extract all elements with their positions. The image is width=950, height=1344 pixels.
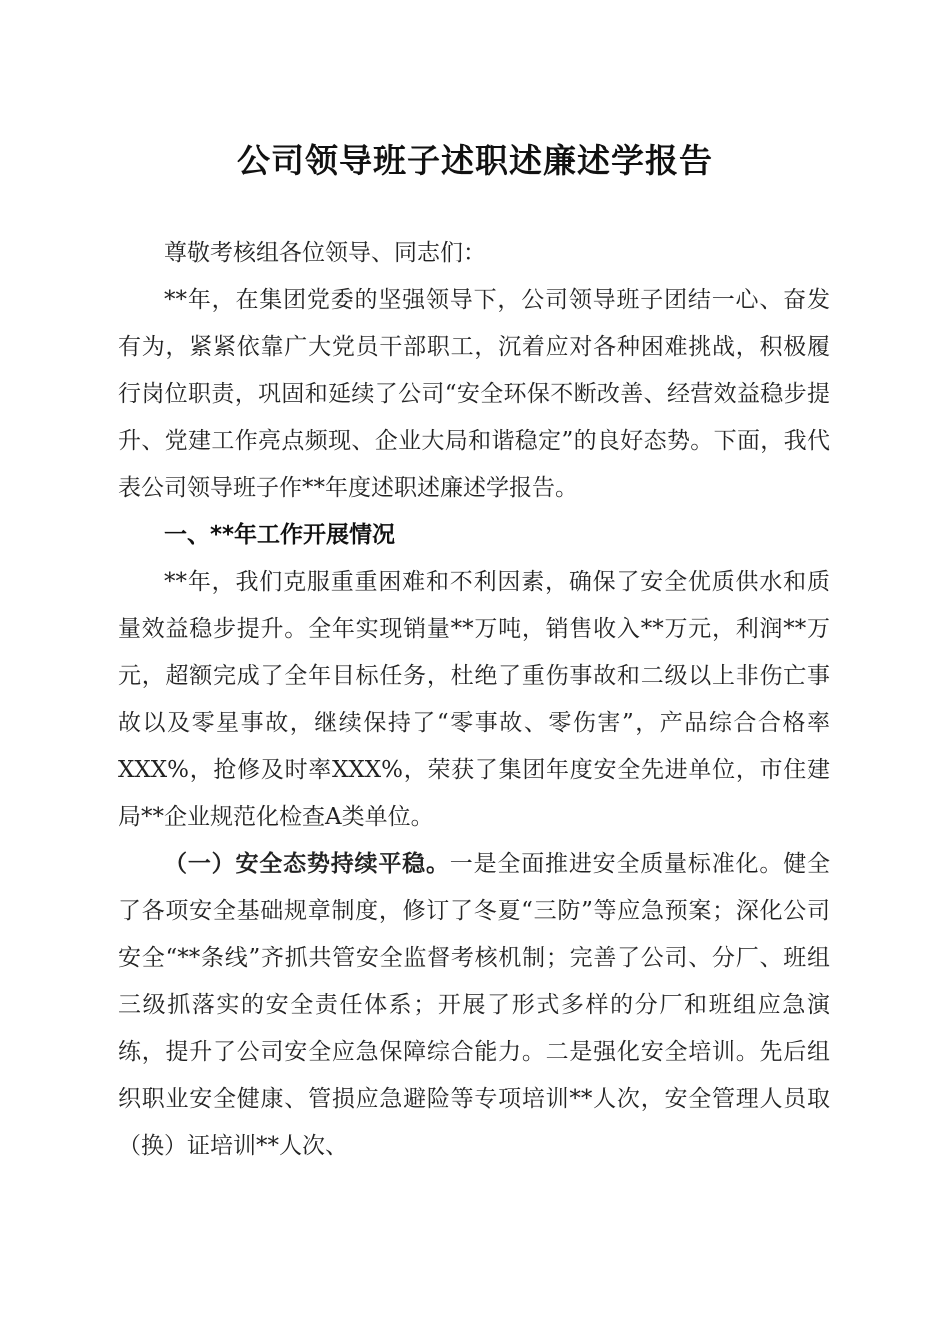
- subsection-lead: （一）安全态势持续平稳。: [164, 851, 450, 877]
- subsection-paragraph: [118, 841, 830, 1170]
- intro-paragraph: **年，在集团党委的坚强领导下，公司领导班子团结一心、奋发有为，紧紧依靠广大党员干部职工，沉着应对各种困难挑战，积极履行岗位职责，巩固和延续了公司“安全环保不断改善、经营效益稳步提升、党建工作亮点频现、企业大局和谐稳定”的良好态势。下面，我代表公司领导班子作**年度述职述廉述学报告。: [118, 287, 830, 501]
- section-paragraph: **年，我们克服重重困难和不利因素，确保了安全优质供水和质量效益稳步提升。全年实现销量**万吨，销售收入**万元，利润**万元，超额完成了全年目标任务，杜绝了重伤事故和二级以上非伤亡事故以及零星事故，继续保持了“零事故、零伤害”，产品综合合格率XXX%，抢修及时率XXX%，荣获了集团年度安全先进单位，市住建局**企业规范化检查A类单位。: [118, 569, 830, 830]
- document-body: [118, 230, 830, 1170]
- document-title: 公司领导班子述职述廉述学报告: [237, 141, 713, 180]
- section-heading: 一、**年工作开展情况: [164, 522, 396, 548]
- salutation: 尊敬考核组各位领导、同志们：: [164, 240, 486, 266]
- subsection-text: 一是全面推进安全质量标准化。健全了各项安全基础规章制度，修订了冬夏“三防”等应急预案；深化公司安全“**条线”齐抓共管安全监督考核机制；完善了公司、分厂、班组三级抓落实的安全责任体系；开展了形式多样的分厂和班组应急演练，提升了公司安全应急保障综合能力。二是强化安全培训。先后组织职业安全健康、管损应急避险等专项培训**人次，安全管理人员取（换）证培训**人次、: [118, 851, 831, 1159]
